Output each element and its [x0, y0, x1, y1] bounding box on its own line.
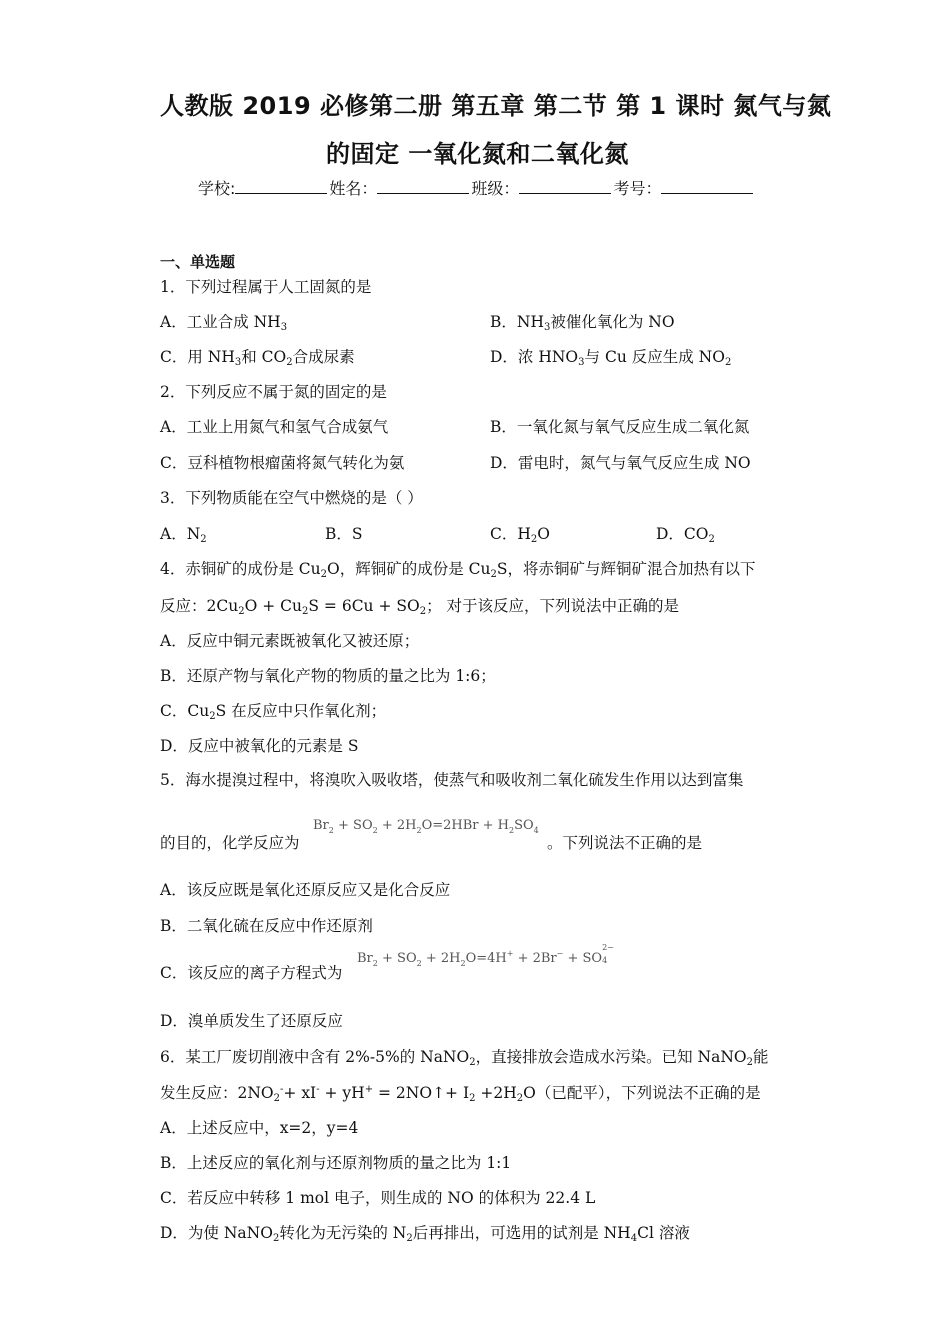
q3-stem: 3．下列物质能在空气中燃烧的是（ ） — [160, 489, 423, 507]
class-blank[interactable] — [519, 179, 611, 194]
school-label: 学校: — [198, 179, 236, 198]
q2-option-a: A．工业上用氮气和氢气合成氨气 — [160, 418, 389, 436]
q4-option-c: C．$Cu_2S$ 在反应中只作氧化剂； — [160, 702, 387, 722]
q1-option-d: D．浓 $HNO_3$与 Cu 反应生成 $NO_2$ — [490, 348, 732, 368]
student-info-line — [198, 176, 755, 199]
school-blank[interactable] — [235, 179, 327, 194]
q3-option-c: C．$H_2O$ — [490, 525, 550, 545]
q4-stem-line2: 反应：$2Cu_2O + Cu_2S = 6Cu + SO_2$； 对于该反应，下列说法中正确的是 — [160, 597, 680, 617]
q5-ionic-equation: $Br_2 + SO_2 + 2H_2O=4H^+ + 2Br^-$ + SO 2− 4 — [357, 942, 614, 968]
q2-option-d: D．雷电时，氮气与氧气反应生成 NO — [490, 454, 751, 472]
q1-option-a: A．工业合成 $NH_3$ — [160, 313, 288, 333]
page-title-line2: 的固定 一氧化氮和二氧化氮 — [326, 140, 629, 168]
q5-option-b: B．二氧化硫在反应中作还原剂 — [160, 917, 373, 935]
page-title-line1: 人教版 2019 必修第二册 第五章 第二节 第 1 课时 氮气与氮 — [160, 92, 832, 120]
q1-stem: 1．下列过程属于人工固氮的是 — [160, 278, 372, 296]
name-blank[interactable] — [377, 179, 469, 194]
q4-option-d: D．反应中被氧化的元素是 S — [160, 737, 359, 755]
q6-option-b: B．上述反应的氧化剂与还原剂物质的量之比为 1:1 — [160, 1154, 512, 1172]
exam-no-blank[interactable] — [661, 179, 753, 194]
q1-option-c: C．用 $NH_3$和 $CO_2$合成尿素 — [160, 348, 355, 368]
q6-option-a: A．上述反应中，x=2，y=4 — [160, 1119, 359, 1137]
q5-stem-line2b: 。下列说法不正确的是 — [547, 834, 703, 852]
q3-option-d: D．$CO_2$ — [656, 525, 715, 545]
q2-stem: 2．下列反应不属于氮的固定的是 — [160, 383, 387, 401]
q6-option-c: C．若反应中转移 1 mol 电子，则生成的 NO 的体积为 22.4 L — [160, 1189, 596, 1207]
class-label: 班级： — [471, 179, 520, 198]
q3-option-b: B．S — [325, 525, 363, 543]
q5-option-c: C．该反应的离子方程式为 — [160, 964, 343, 982]
section-heading: 一、单选题 — [160, 253, 236, 271]
q2-option-b: B．一氧化氮与氧气反应生成二氧化氮 — [490, 418, 750, 436]
q4-option-a: A．反应中铜元素既被氧化又被还原； — [160, 632, 420, 650]
exam-no-label: 考号： — [613, 179, 662, 198]
q3-option-a: A．$N_2$ — [160, 525, 207, 545]
q2-option-c: C．豆科植物根瘤菌将氮气转化为氨 — [160, 454, 405, 472]
q4-stem-line1: 4．赤铜矿的成份是 $Cu_2O$，辉铜矿的成份是 $Cu_2S$，将赤铜矿与辉铜矿混合加热有以下 — [160, 560, 756, 580]
q5-option-a: A．该反应既是氧化还原反应又是化合反应 — [160, 881, 451, 899]
name-label: 姓名： — [329, 179, 378, 198]
q6-option-d: D．为使 NaNO$_2$转化为无污染的 $N_2$后再排出，可选用的试剂是 $NH_4Cl$ 溶液 — [160, 1224, 690, 1244]
q5-stem-line2a: 的目的，化学反应为 — [160, 834, 300, 852]
q1-option-b: B．$NH_3$被催化氧化为 NO — [490, 313, 675, 333]
q5-stem-line1: 5．海水提溴过程中，将溴吹入吸收塔，使蒸气和吸收剂二氧化硫发生作用以达到富集 — [160, 771, 744, 789]
q5-equation: $Br_2 + SO_2 + 2H_2O=2HBr + H_2SO_4$ — [313, 818, 539, 835]
q4-option-b: B．还原产物与氧化产物的物质的量之比为 1:6； — [160, 667, 496, 685]
q6-stem-line2: 发生反应：$2NO_2^-+ xI^- + yH^+$ = 2NO↑+ $I_2 +2H_2O$（已配平），下列说法不正确的是 — [160, 1084, 761, 1104]
q6-stem-line1: 6．某工厂废切削液中含有 2%-5%的 NaNO$_2$，直接排放会造成水污染。已知 NaNO$_2$能 — [160, 1048, 769, 1068]
q5-option-d: D．溴单质发生了还原反应 — [160, 1012, 343, 1030]
